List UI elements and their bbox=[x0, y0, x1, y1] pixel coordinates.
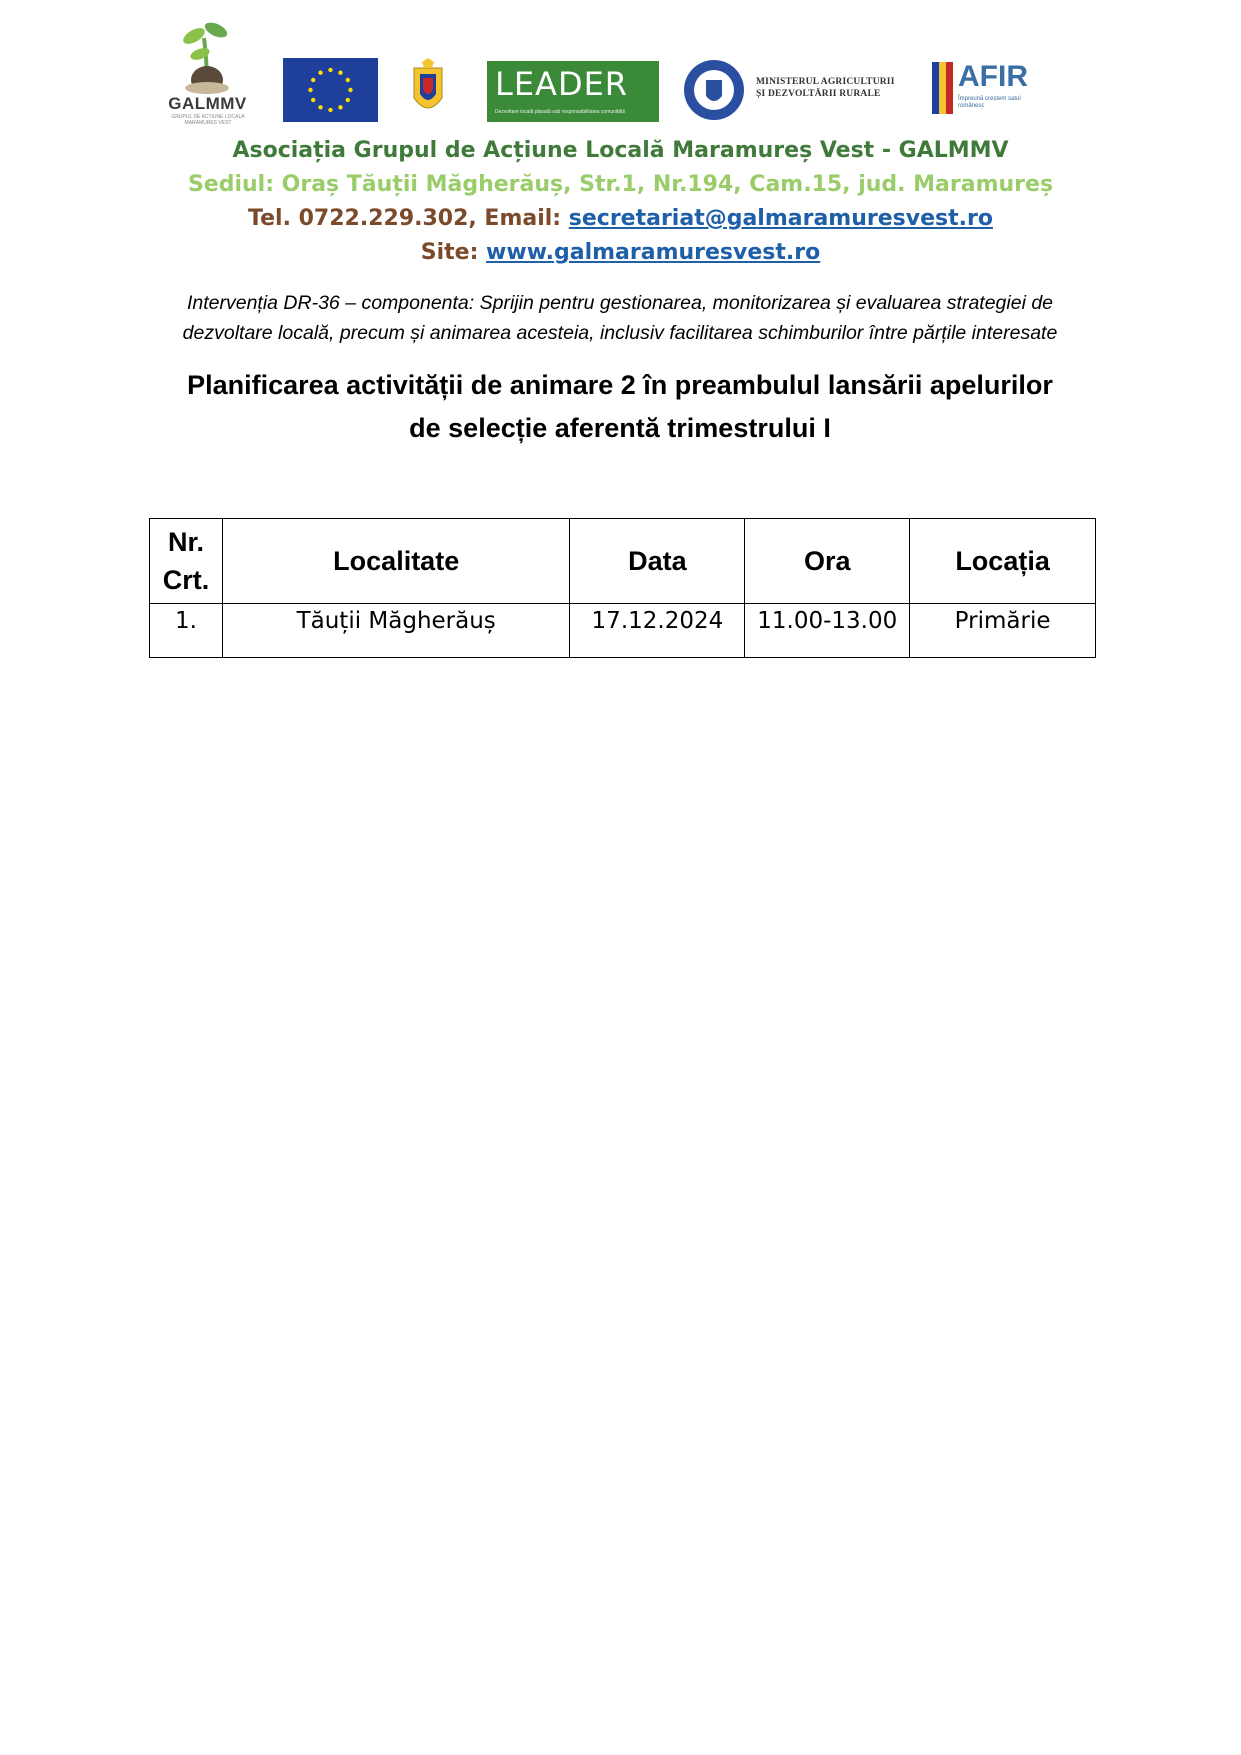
header-nr-line-2: Crt. bbox=[162, 565, 210, 595]
cell-localitate: Tăuții Măgherăuș bbox=[222, 604, 570, 658]
cell-locatia: Primărie bbox=[910, 604, 1096, 658]
coat-of-arms-icon bbox=[406, 58, 450, 124]
association-name: Asociația Grupul de Acțiune Locală Maramureș Vest - GALMMV bbox=[232, 138, 1009, 163]
ministry-logo-text bbox=[756, 76, 916, 100]
government-seal-logo bbox=[682, 58, 746, 122]
contact-line bbox=[0, 206, 1241, 231]
header-nr-crt bbox=[150, 519, 223, 604]
eu-stars-icon bbox=[283, 58, 378, 122]
document-title bbox=[130, 364, 1110, 450]
site-label: Site: bbox=[420, 240, 487, 265]
table-row bbox=[150, 604, 1096, 658]
sprout-icon bbox=[160, 18, 255, 96]
government-seal-icon bbox=[682, 58, 746, 122]
phone-label: Tel. 0722.229.302, Email: bbox=[248, 206, 569, 231]
title-line-2: de selecție aferentă trimestrului I bbox=[409, 413, 831, 443]
headquarters-address: Sediul: Oraș Tăuții Măgherăuș, Str.1, Nr.194, Cam.15, jud. Maramureș bbox=[187, 172, 1054, 197]
leader-wordmark: LEADER bbox=[495, 65, 629, 103]
header-localitate: Localitate bbox=[222, 519, 570, 604]
header-locatia: Locația bbox=[910, 519, 1096, 604]
afir-logo bbox=[930, 60, 1050, 126]
email-link[interactable]: secretariat@galmaramuresvest.ro bbox=[568, 206, 993, 231]
table-header-row bbox=[150, 519, 1096, 604]
cell-nr: 1. bbox=[150, 604, 223, 658]
leader-logo bbox=[487, 61, 659, 122]
cell-data: 17.12.2024 bbox=[570, 604, 745, 658]
cell-ora: 11.00-13.00 bbox=[745, 604, 910, 658]
site-link[interactable]: www.galmaramuresvest.ro bbox=[486, 240, 821, 265]
galmmv-logo bbox=[160, 18, 255, 128]
leader-subtext: Dezvoltare locală plasată sub responsabilitatea comunității bbox=[495, 109, 625, 115]
ministry-line-1: MINISTERUL AGRICULTURII bbox=[756, 77, 895, 87]
afir-subtext: Împreună creștem satul românesc bbox=[958, 96, 1021, 109]
intervention-description bbox=[140, 288, 1100, 348]
site-line bbox=[0, 240, 1241, 265]
afir-wordmark: AFIR bbox=[958, 60, 1028, 93]
eu-flag-logo bbox=[283, 58, 378, 122]
intervention-line-1: Intervenția DR-36 – componenta: Sprijin pentru gestionarea, monitorizarea și evaluarea strategiei de bbox=[186, 292, 1054, 314]
header-nr-line-1: Nr. bbox=[167, 527, 204, 557]
logo-strip bbox=[160, 18, 1080, 128]
intervention-line-2: dezvoltare locală, precum și animarea acesteia, inclusiv facilitarea schimburilor între părțile interesate bbox=[182, 322, 1058, 344]
header-data: Data bbox=[570, 519, 745, 604]
romania-coat-of-arms-logo bbox=[406, 58, 450, 124]
wheat-icon bbox=[930, 60, 956, 126]
header-ora: Ora bbox=[745, 519, 910, 604]
galmmv-subtext: GRUPUL DE ACTIUNE LOCALA MARAMURES VEST bbox=[171, 114, 245, 126]
galmmv-wordmark: GALMMV bbox=[168, 94, 247, 113]
schedule-table bbox=[149, 518, 1096, 658]
ministry-line-2: ȘI DEZVOLTĂRII RURALE bbox=[756, 89, 881, 99]
title-line-1: Planificarea activității de animare 2 în preambulul lansării apelurilor bbox=[187, 370, 1053, 400]
